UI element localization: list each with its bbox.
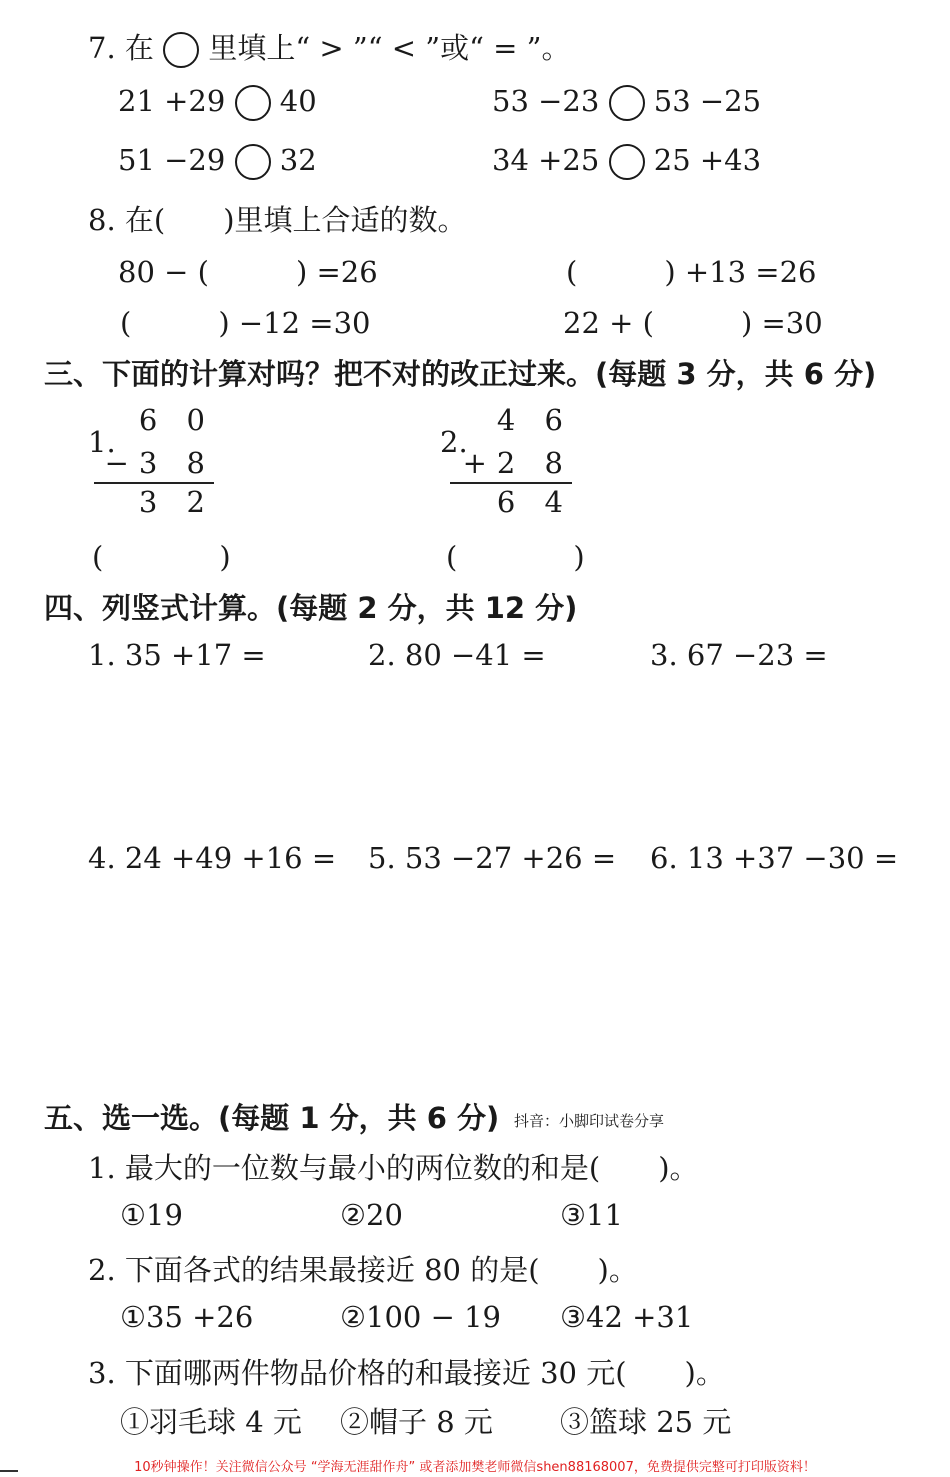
choice-option[interactable]: ①羽毛球 4 元 <box>120 1405 302 1439</box>
choice-option[interactable]: ③42 +31 <box>560 1300 694 1334</box>
q8-item[interactable]: ( ) −12 =30 <box>120 306 371 340</box>
problem-2-mid: +2 8 <box>462 446 573 480</box>
problem-2-label: 2. <box>440 425 468 459</box>
choice-question: 1. 最大的一位数与最小的两位数的和是( )。 <box>88 1151 699 1185</box>
calc-item: 1. 35 +17 = <box>88 638 266 672</box>
choice-option[interactable]: ③篮球 25 元 <box>560 1405 732 1439</box>
q7-item: 21 +29 40 <box>118 84 317 121</box>
q8-title: 8. 在( )里填上合适的数。 <box>88 203 467 237</box>
q7-item: 51 −29 32 <box>118 143 317 180</box>
section-4-heading: 四、列竖式计算。(每题 2 分，共 12 分) <box>44 591 578 625</box>
footer-promo: 10秒钟操作！关注微信公众号 “学海无涯甜作舟” 或者添加樊老师微信shen88168007，免费提供完整可打印版资料！ <box>134 1460 816 1475</box>
q7-item: 53 −23 53 −25 <box>492 84 761 121</box>
problem-2-rule <box>450 482 572 484</box>
choice-option[interactable]: ①19 <box>120 1198 183 1232</box>
choice-option[interactable]: ②帽子 8 元 <box>340 1405 493 1439</box>
choice-option[interactable]: ②20 <box>340 1198 403 1232</box>
answer-circle[interactable] <box>235 144 271 180</box>
watermark-text: 抖音：小脚印试卷分享 <box>514 1112 665 1130</box>
edge-mark <box>0 1470 18 1472</box>
problem-2-result: 6 4 <box>496 485 573 519</box>
section-5-heading: 五、选一选。(每题 1 分，共 6 分) <box>44 1101 500 1135</box>
problem-1-label: 1. <box>88 425 116 459</box>
q7-title: 7. 在 里填上“ > ”“ < ”或“ = ”。 <box>88 26 571 68</box>
q8-item[interactable]: ( ) +13 =26 <box>566 255 817 289</box>
problem-1-answer[interactable]: ( ) <box>92 540 231 574</box>
choice-option[interactable]: ①35 +26 <box>120 1300 254 1334</box>
choice-question: 3. 下面哪两件物品价格的和最接近 30 元( )。 <box>88 1356 725 1390</box>
problem-2-answer[interactable]: ( ) <box>446 540 585 574</box>
answer-circle[interactable] <box>235 85 271 121</box>
problem-1-mid: −3 8 <box>104 446 215 480</box>
calc-item: 5. 53 −27 +26 = <box>368 841 617 875</box>
calc-item: 6. 13 +37 −30 = <box>650 841 899 875</box>
problem-2-top: 4 6 <box>496 403 573 437</box>
choice-question: 2. 下面各式的结果最接近 80 的是( )。 <box>88 1253 638 1287</box>
answer-circle <box>163 32 199 68</box>
choice-option[interactable]: ③11 <box>560 1198 623 1232</box>
problem-1-top: 6 0 <box>138 403 215 437</box>
problem-1-result: 3 2 <box>138 485 215 519</box>
problem-1-rule <box>94 482 214 484</box>
section-3-heading: 三、下面的计算对吗？把不对的改正过来。(每题 3 分，共 6 分) <box>44 357 877 391</box>
choice-option[interactable]: ②100 − 19 <box>340 1300 501 1334</box>
answer-circle[interactable] <box>609 85 645 121</box>
calc-item: 2. 80 −41 = <box>368 638 546 672</box>
answer-circle[interactable] <box>609 144 645 180</box>
calc-item: 4. 24 +49 +16 = <box>88 841 337 875</box>
q8-item[interactable]: 80 − ( ) =26 <box>118 255 378 289</box>
q7-item: 34 +25 25 +43 <box>492 143 761 180</box>
calc-item: 3. 67 −23 = <box>650 638 828 672</box>
q8-item[interactable]: 22 + ( ) =30 <box>563 306 823 340</box>
